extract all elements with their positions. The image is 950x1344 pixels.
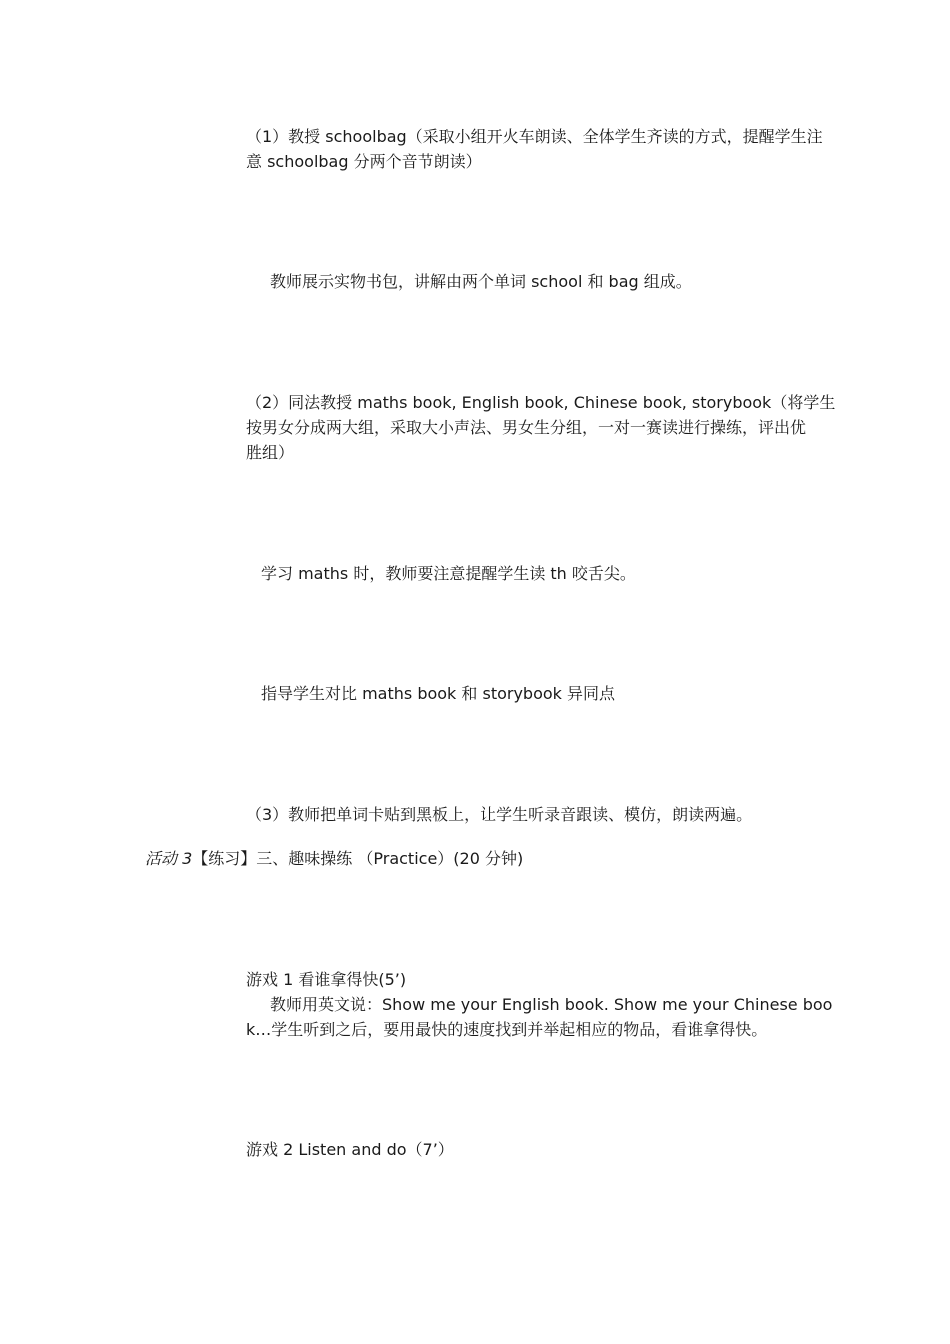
paragraph-2: 教师展示实物书包，讲解由两个单词 school 和 bag 组成。 bbox=[270, 272, 692, 291]
game-1-desc-line-2: k…学生听到之后，要用最快的速度找到并举起相应的物品，看谁拿得快。 bbox=[246, 1020, 768, 1039]
paragraph-6: （3）教师把单词卡贴到黑板上，让学生听录音跟读、模仿，朗读两遍。 bbox=[246, 805, 753, 824]
paragraph-4: 学习 maths 时，教师要注意提醒学生读 th 咬舌尖。 bbox=[261, 564, 636, 583]
game-1-desc-line-1: 教师用英文说：Show me your English book. Show me your Chinese boo bbox=[270, 995, 833, 1014]
paragraph-1-line-1: （1）教授 schoolbag（采取小组开火车朗读、全体学生齐读的方式，提醒学生注 bbox=[246, 127, 823, 146]
paragraph-3-line-2: 按男女分成两大组，采取大小声法、男女生分组，一对一赛读进行操练，评出优 bbox=[246, 418, 807, 437]
game-1-title: 游戏 1 看谁拿得快(5’) bbox=[246, 970, 407, 989]
activity-label: 活动 3 bbox=[145, 849, 193, 868]
paragraph-3-line-1: （2）同法教授 maths book, English book, Chinese book, storybook（将学生 bbox=[246, 393, 836, 412]
activity-heading bbox=[145, 847, 523, 871]
activity-title: 三、趣味操练 （Practice）(20 分钟) bbox=[256, 849, 524, 868]
game-2-title: 游戏 2 Listen and do（7’） bbox=[246, 1140, 454, 1159]
activity-tag: 【练习】 bbox=[192, 849, 257, 868]
paragraph-1-line-2: 意 schoolbag 分两个音节朗读） bbox=[246, 152, 482, 171]
paragraph-5: 指导学生对比 maths book 和 storybook 异同点 bbox=[261, 684, 616, 703]
paragraph-3-line-3: 胜组） bbox=[246, 443, 295, 462]
